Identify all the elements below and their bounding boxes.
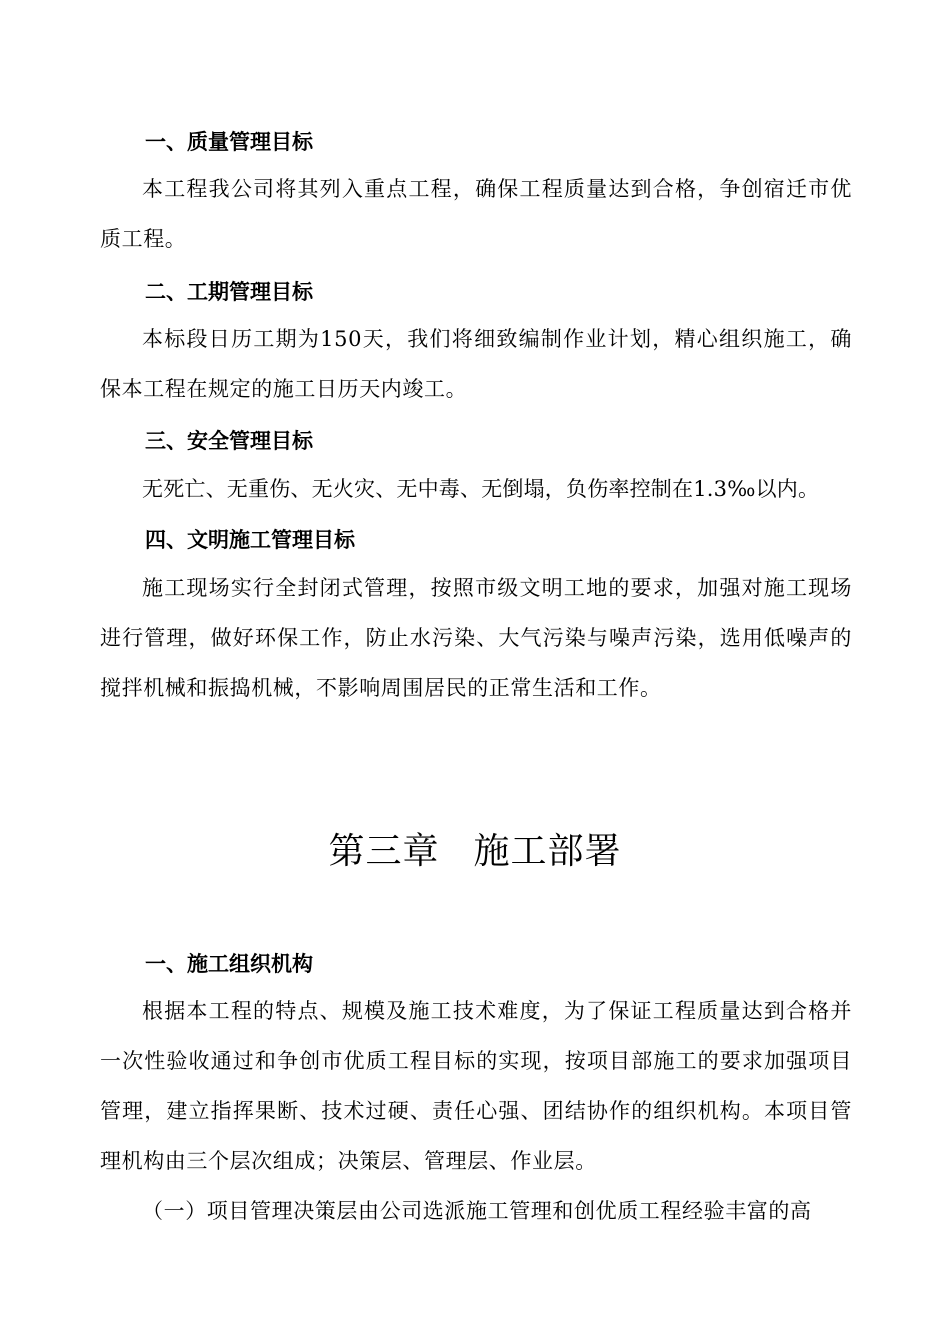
section-subtext-decision-layer: （一）项目管理决策层由公司选派施工管理和创优质工程经验丰富的高 <box>142 1199 812 1223</box>
section-text-schedule: 本标段日历工期为150天，我们将细致编制作业计划，精心组织施工，确保本工程在规定的施工日历天内竣工。 <box>100 327 852 401</box>
section-heading-quality: 一、质量管理目标 <box>145 130 313 154</box>
chapter-title <box>0 828 950 876</box>
section-heading-civilized: 四、文明施工管理目标 <box>145 528 355 552</box>
section-text-civilized: 施工现场实行全封闭式管理，按照市级文明工地的要求，加强对施工现场进行管理，做好环保工作，防止水污染、大气污染与噪声污染，选用低噪声的搅拌机械和振捣机械，不影响周围居民的正常生活和工作。 <box>100 576 852 700</box>
chapter-name: 施工部署 <box>473 831 622 872</box>
chapter-number: 第三章 <box>328 831 440 872</box>
section-text-safety: 无死亡、无重伤、无火灾、无中毒、无倒塌，负伤率控制在1.3‰以内。 <box>142 477 820 501</box>
section-heading-safety: 三、安全管理目标 <box>145 429 313 453</box>
section-text-organization: 根据本工程的特点、规模及施工技术难度，为了保证工程质量达到合格并一次性验收通过和争创市优质工程目标的实现，按项目部施工的要求加强项目管理，建立指挥果断、技术过硬、责任心强、团结协作的组织机构。本项目管理机构由三个层次组成；决策层、管理层、作业层。 <box>100 999 852 1173</box>
section-heading-organization: 一、施工组织机构 <box>145 952 313 976</box>
section-heading-schedule: 二、工期管理目标 <box>145 280 313 304</box>
section-text-quality: 本工程我公司将其列入重点工程，确保工程质量达到合格，争创宿迁市优质工程。 <box>100 177 852 251</box>
